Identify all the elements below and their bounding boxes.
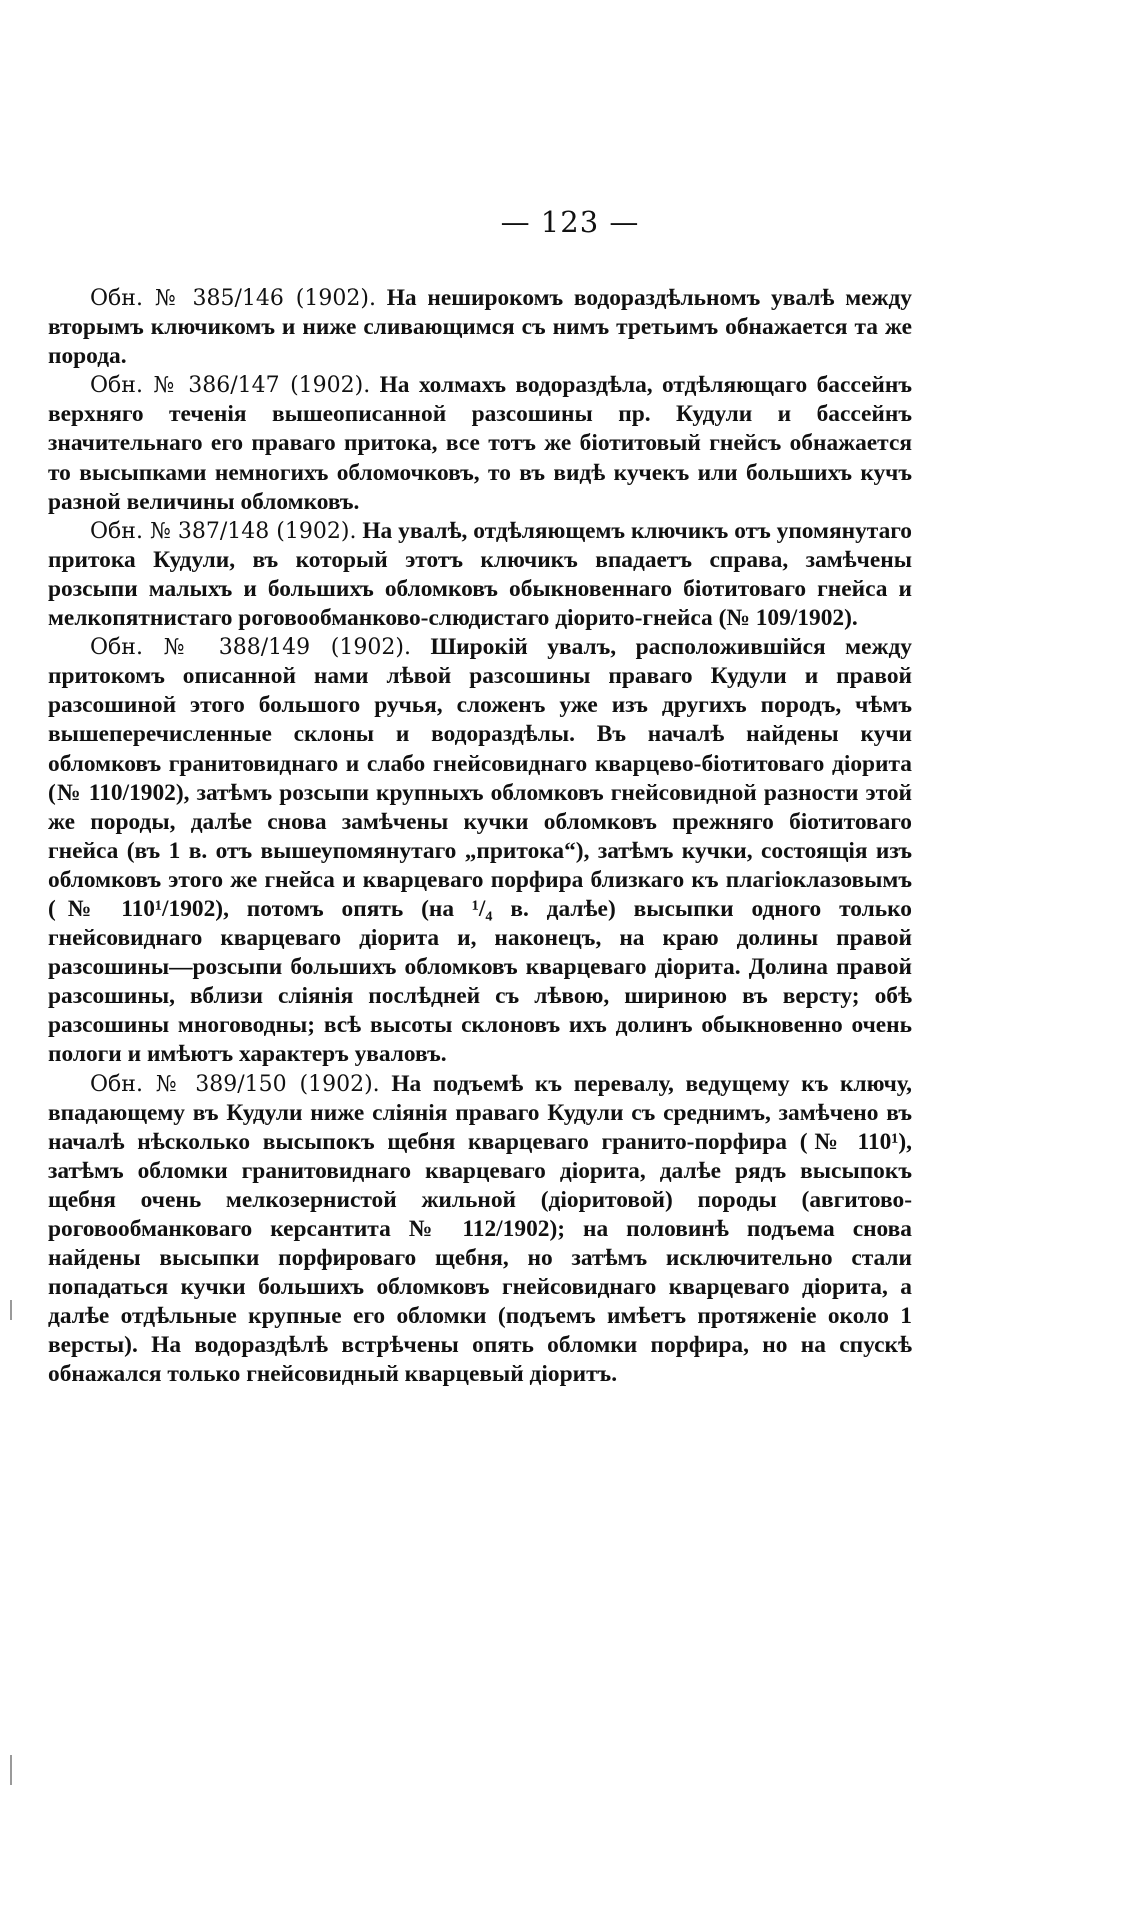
paragraph-text: Широкій увалъ, расположившійся между притокомъ описанной нами лѣвой разсошины праваго Кудули и правой разсошиной этого большого ручья, сложенъ уже изъ другихъ породъ, чѣмъ вышеперечисленные склоны и водораздѣлы. Въ началѣ найдены кучи обломковъ гранитовиднаго и слабо гнейсовиднаго кварцево-біотитоваго діорита (№ 110/1902), затѣмъ розсыпи крупныхъ обломковъ гнейсовидной разности этой же породы, далѣе снова замѣчены кучки обломковъ прежняго біотитоваго гнейса (въ 1 в. отъ вышеупомянутаго „притока“), затѣмъ кучки, состоящія изъ обломковъ этого же гнейса и кварцеваго порфира близкаго къ плагіоклазовымъ (№ 110¹/1902), потомъ опять (на ¹/₄ в. далѣе) высыпки одного только гнейсовиднаго кварцеваго діорита и, наконецъ, на краю долины правой разсошины—розсыпи большихъ обломковъ кварцеваго діорита. Долина правой разсошины, вблизи слiянія послѣдней съ лѣвою, шириною въ версту; обѣ разсошины многоводны; всѣ высоты склоновъ ихъ долинъ обыкновенно очень пологи и имѣютъ характеръ уваловъ. bbox=[48, 634, 912, 1068]
paragraph-outcrop-387 bbox=[48, 517, 912, 633]
body-text bbox=[48, 284, 912, 1390]
outcrop-label: Обн. № 385/146 (1902). bbox=[90, 286, 376, 311]
outcrop-label: Обн. № 389/150 (1902). bbox=[90, 1071, 380, 1097]
paragraph-outcrop-388 bbox=[48, 633, 912, 1069]
paragraph-outcrop-389 bbox=[48, 1070, 912, 1390]
paragraph-text: На неширокомъ водораздѣльномъ увалѣ между вторымъ ключикомъ и ниже сливающимся съ нимъ третьимъ обнажается та же порода. bbox=[48, 285, 912, 370]
paragraph-outcrop-386 bbox=[48, 371, 912, 516]
outcrop-label: Обн. № 387/148 (1902). bbox=[90, 518, 357, 544]
paragraph-text: На холмахъ водораздѣла, отдѣляющаго бассейнъ верхняго теченія вышеописанной разсошины пр. Кудули и бассейнъ значительнаго его праваго притока, все тотъ же біотитовый гнейсъ обнажается то высыпками немногихъ обломочковъ, то въ видѣ кучекъ или большихъ кучъ разной величины обломковъ. bbox=[48, 372, 912, 515]
page-number: — 123 — bbox=[500, 205, 640, 239]
scan-margin-mark bbox=[10, 1755, 12, 1785]
scan-margin-mark bbox=[10, 1300, 12, 1320]
outcrop-label: Обн. № 386/147 (1902). bbox=[90, 373, 371, 399]
paragraph-text: На увалѣ, отдѣляющемъ ключикъ отъ упомянутаго притока Кудули, въ который этотъ ключикъ впадаетъ справа, замѣчены розсыпи малыхъ и большихъ обломковъ обыкновеннаго біотитоваго гнейса и мелкопятнистаго роговообманково-слюдистаго діорито-гнейса (№ 109/1902). bbox=[48, 517, 913, 632]
paragraph-outcrop-385 bbox=[48, 284, 912, 371]
paragraph-text: На подъемѣ къ перевалу, ведущему къ ключу, впадающему въ Кудули ниже слiянія праваго Кудули съ среднимъ, замѣчено въ началѣ нѣсколько высыпокъ щебня кварцеваго гранито-порфира (№ 110¹), затѣмъ обломки гранитовиднаго кварцеваго діорита, далѣе рядъ высыпокъ щебня очень мелкозернистой жильной (діоритовой) породы (авгитово-роговообманковаго керсантита № 112/1902); на половинѣ подъема снова найдены высыпки порфироваго щебня, но затѣмъ исключительно стали попадаться кучки большихъ обломковъ гнейсовиднаго кварцеваго діорита, а далѣе отдѣльные крупные его обломки (подъемъ имѣетъ протяженіе около 1 версты). На водораздѣлѣ встрѣчены опять обломки порфира, но на спускѣ обнажался только гнейсовидный кварцевый діоритъ. bbox=[48, 1070, 912, 1388]
outcrop-label: Обн. № 388/149 (1902). bbox=[90, 635, 411, 661]
